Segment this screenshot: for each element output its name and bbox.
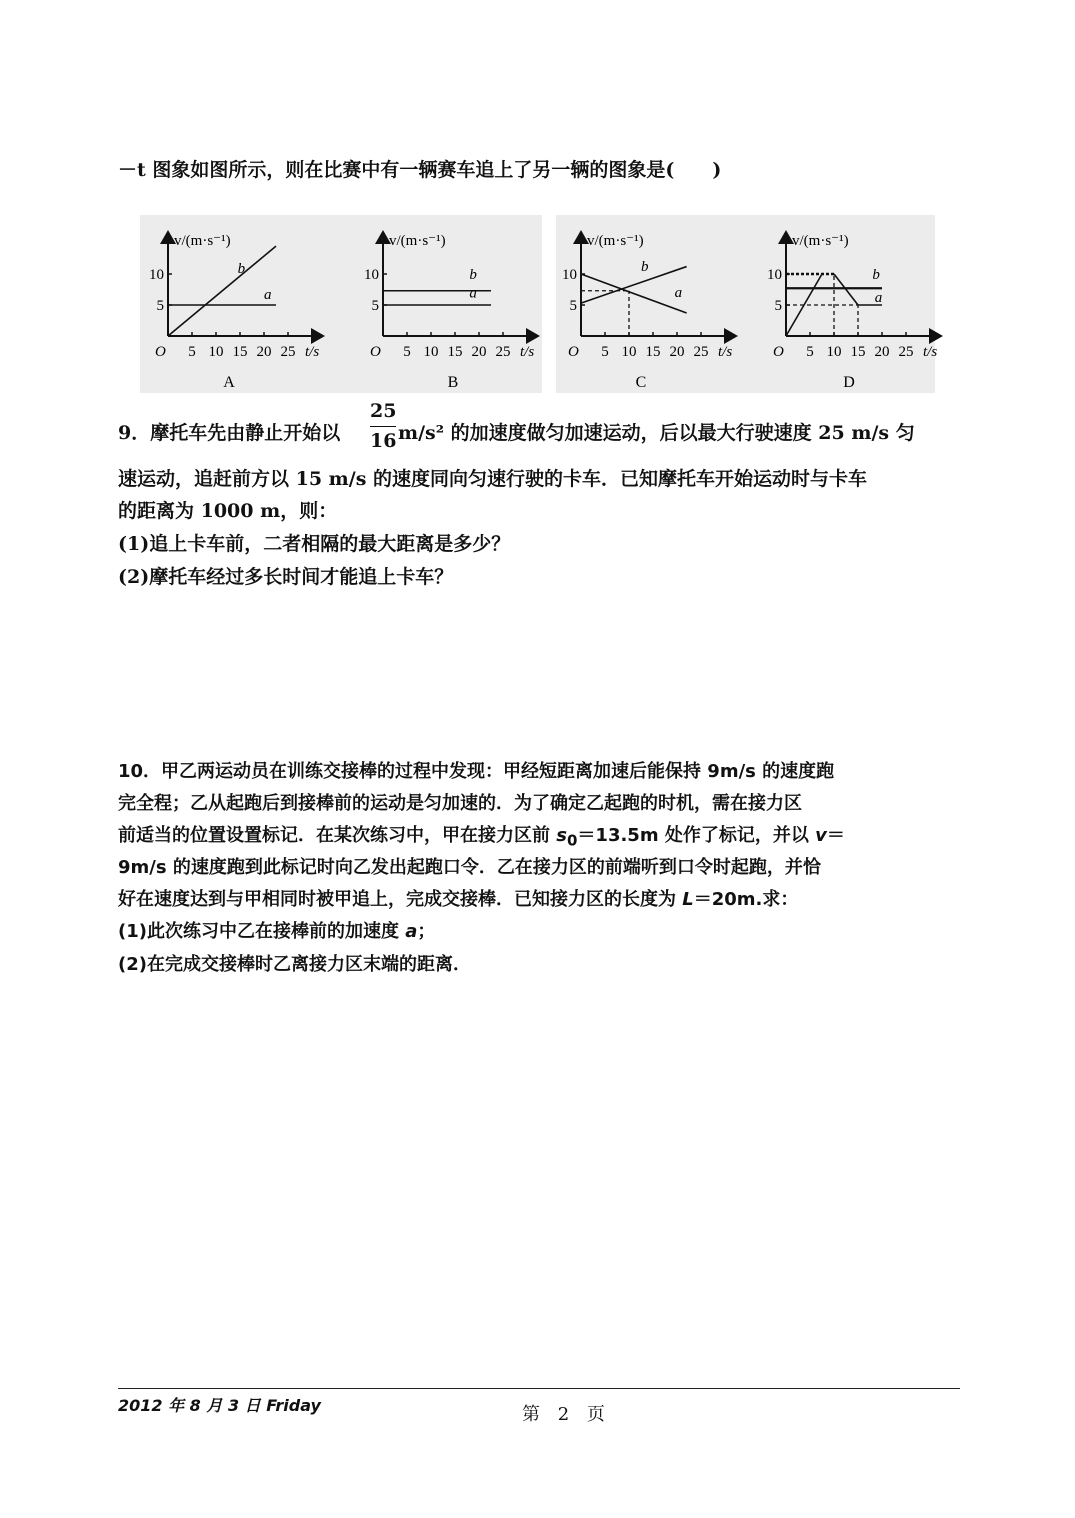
panel-c-origin: O xyxy=(568,344,579,360)
panel-b-x-tick-label: 25 xyxy=(495,344,511,360)
question-10-line-3c: ＝ xyxy=(826,825,845,846)
panel-a-y-label: v/(m·s⁻¹) xyxy=(174,233,231,249)
panel-caption-d: D xyxy=(843,374,855,391)
panel-d-x-tick-label: 5 xyxy=(806,344,814,360)
question-10-line-5 xyxy=(118,885,798,911)
fraction-denominator: 16 xyxy=(370,430,397,452)
fraction-bar xyxy=(370,426,396,427)
panel-c-x-tick-label: 15 xyxy=(645,344,661,360)
subscript-0: 0 xyxy=(566,831,578,850)
panel-a-line-b xyxy=(168,246,276,336)
question-9-line-2: 速运动，追赶前方以 15 m/s 的速度同向匀速行驶的卡车．已知摩托车开始运动时与卡车 xyxy=(118,468,868,490)
panel-b-y-tick-label: 10 xyxy=(364,267,379,283)
question-10-line-4: 9m/s 的速度跑到此标记时向乙发出起跑口令．乙在接力区的前端听到口令时起跑，并恰 xyxy=(118,857,821,878)
panel-d-x-tick-label: 10 xyxy=(826,344,842,360)
page-number: 第 2 页 xyxy=(522,1404,605,1425)
panel-c-y-label: v/(m·s⁻¹) xyxy=(587,233,644,249)
panel-d-label-a: a xyxy=(874,289,883,306)
question-10-line-3 xyxy=(118,821,845,850)
panel-d-origin: O xyxy=(773,344,784,360)
panel-d-y-label: v/(m·s⁻¹) xyxy=(792,233,849,249)
panel-a-y-tick-label: 5 xyxy=(156,298,164,314)
panel-b-x-label: t/s xyxy=(520,344,535,360)
panel-c-y-tick-label: 5 xyxy=(569,298,577,314)
panel-c-x-tick-label: 5 xyxy=(601,344,609,360)
panel-a-label-b: b xyxy=(237,260,246,277)
panel-b-x-tick-label: 20 xyxy=(471,344,487,360)
question-10-line-3b: ＝13.5m 处作了标记，并以 xyxy=(577,825,816,846)
acceleration-fraction xyxy=(370,399,396,453)
variable-s: s xyxy=(556,825,567,846)
panel-b-origin: O xyxy=(370,344,381,360)
panel-a-x-tick-label: 20 xyxy=(256,344,272,360)
question-9-part-1: (1)追上卡车前，二者相隔的最大距离是多少？ xyxy=(118,533,511,555)
question-10-line-3a: 前适当的位置设置标记．在某次练习中，甲在接力区前 xyxy=(118,825,557,846)
panel-c-line-b xyxy=(581,267,687,304)
question-10-line-5b: ＝20m.求： xyxy=(693,889,799,910)
panel-c-x-tick-label: 20 xyxy=(669,344,685,360)
panel-a-y-tick-label: 10 xyxy=(149,267,164,283)
panel-a-x-tick-label: 10 xyxy=(208,344,224,360)
question-10-part-1-end: ； xyxy=(417,921,436,942)
panel-b-x-tick-label: 5 xyxy=(403,344,411,360)
panel-d-x-tick-label: 25 xyxy=(898,344,914,360)
panel-d-x-tick-label: 15 xyxy=(850,344,866,360)
fraction-numerator: 25 xyxy=(370,400,397,422)
panel-b-label-b: b xyxy=(469,266,477,283)
panel-a-x-tick-label: 25 xyxy=(280,344,296,360)
panel-caption-a: A xyxy=(223,374,235,391)
panel-c-label-b: b xyxy=(641,258,649,275)
panel-c-line-a xyxy=(581,274,687,313)
vt-graphs xyxy=(0,0,1075,420)
question-9-line-3: 的距离为 1000 m，则： xyxy=(118,500,338,522)
panel-c-x-tick-label: 10 xyxy=(621,344,637,360)
variable-L: L xyxy=(682,889,694,910)
panel-b-y-tick-label: 5 xyxy=(371,298,379,314)
panel-d-line-fall xyxy=(834,274,858,305)
panel-b-x-tick-label: 10 xyxy=(423,344,439,360)
question-10-line-2: 完全程；乙从起跑后到接棒前的运动是匀加速的．为了确定乙起跑的时机，需在接力区 xyxy=(118,793,802,814)
question-8-stem: －t 图象如图所示，则在比赛中有一辆赛车追上了另一辆的图象是( ) xyxy=(118,159,722,181)
question-9-suffix: m/s² 的加速度做匀加速运动，后以最大行驶速度 25 m/s 匀 xyxy=(398,422,915,444)
panel-a-label-a: a xyxy=(264,286,272,303)
panel-d-x-label: t/s xyxy=(923,344,938,360)
panel-caption-c: C xyxy=(635,374,647,391)
question-9-part-2: (2)摩托车经过多长时间才能追上卡车？ xyxy=(118,566,454,588)
question-10-line-5a: 好在速度达到与甲相同时被甲追上，完成交接棒．已知接力区的长度为 xyxy=(118,889,683,910)
footer-date: 2012 年 8 月 3 日 Friday xyxy=(118,1396,321,1415)
question-10-part-1 xyxy=(118,917,435,943)
panel-d-y-tick-label: 10 xyxy=(767,267,782,283)
panel-a-x-label: t/s xyxy=(305,344,320,360)
panel-c-x-label: t/s xyxy=(718,344,733,360)
panel-a-x-tick-label: 15 xyxy=(232,344,248,360)
panel-b-label-a: a xyxy=(469,285,477,302)
panel-d-label-b: b xyxy=(872,266,880,283)
variable-v: v xyxy=(815,825,827,846)
panel-b-x-tick-label: 15 xyxy=(447,344,463,360)
question-10-part-1-text: (1)此次练习中乙在接棒前的加速度 xyxy=(118,921,406,942)
panel-c-x-tick-label: 25 xyxy=(693,344,709,360)
panel-b-y-label: v/(m·s⁻¹) xyxy=(389,233,446,249)
panel-caption-b: B xyxy=(447,374,459,391)
question-10-line-1: 10．甲乙两运动员在训练交接棒的过程中发现：甲经短距离加速后能保持 9m/s 的速度跑 xyxy=(118,761,835,782)
footer-rule xyxy=(118,1388,960,1389)
panel-a-x-tick-label: 5 xyxy=(188,344,196,360)
panel-c-label-a: a xyxy=(674,284,683,301)
variable-a: a xyxy=(405,921,418,942)
question-9-prefix: 9．摩托车先由静止开始以 xyxy=(118,422,341,444)
panel-a-origin: O xyxy=(155,344,166,360)
panel-c-y-tick-label: 10 xyxy=(562,267,577,283)
panel-d-x-tick-label: 20 xyxy=(874,344,890,360)
panel-d-y-tick-label: 5 xyxy=(774,298,782,314)
question-10-part-2: (2)在完成交接棒时乙离接力区末端的距离． xyxy=(118,954,471,975)
